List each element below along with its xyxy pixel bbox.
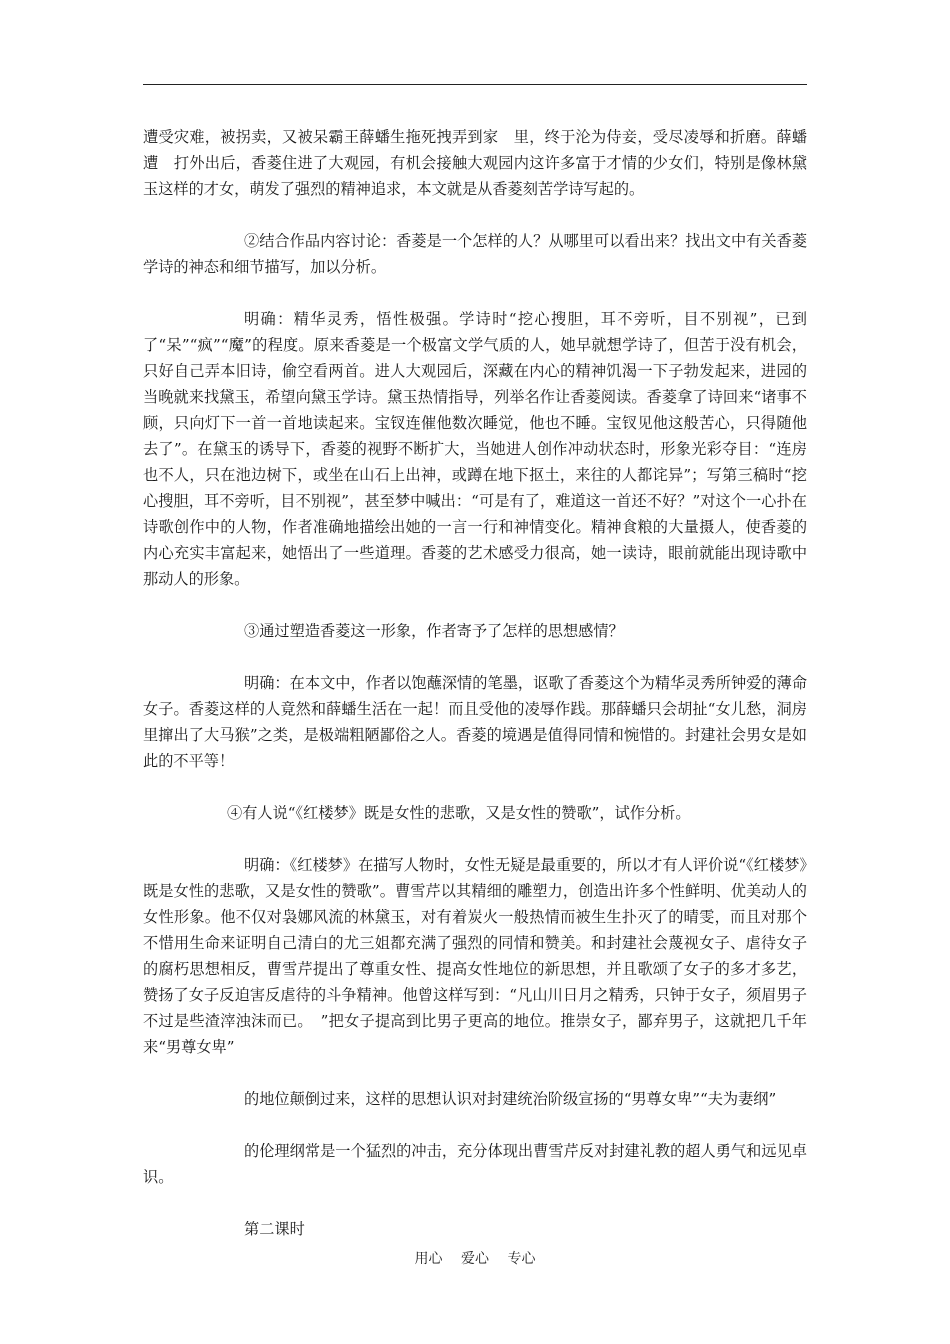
page-footer: 用心 爱心 专心 [414, 1251, 536, 1267]
section-heading: 第二课时 [244, 1220, 305, 1238]
answer-4-continued: 的地位颠倒过来，这样的思想认识对封建统治阶级宣扬的“男尊女卑”“夫为妻纲” [244, 1090, 777, 1108]
document-body [143, 124, 807, 1268]
answer-4-conclusion: 的伦理纲常是一个猛烈的冲击，充分体现出曹雪芹反对封建礼教的超人勇气和远见卓识。 [143, 1142, 807, 1186]
answer-3: 明确：在本文中，作者以饱蘸深情的笔墨，讴歌了香菱这个为精华灵秀所钟爱的薄命女子。香菱这样的人竟然和薛蟠生活在一起！而且受他的凌辱作践。那薛蟠只会胡扯“女儿愁，洞房里撺出了大马猴”之类，是极端粗陋鄙俗之人。香菱的境遇是值得同情和惋惜的。封建社会男女是如此的不平等！ [143, 674, 807, 770]
paragraph-background: 遭受灾难，被拐卖，又被呆霸王薛蟠生拖死拽弄到家 里，终于沦为侍妾，受尽凌辱和折磨。薛蟠遭 打外出后，香菱住进了大观园，有机会接触大观园内这许多富于才情的少女们，特别是像林黛玉这样的才女，萌发了强烈的精神追求，本文就是从香菱刻苦学诗写起的。 [143, 128, 807, 198]
question-2: ②结合作品内容讨论：香菱是一个怎样的人？从哪里可以看出来？找出文中有关香菱学诗的神态和细节描写，加以分析。 [143, 232, 807, 276]
question-4: ④有人说“《红楼梦》既是女性的悲歌，又是女性的赞歌”，试作分析。 [227, 804, 691, 822]
header-rule [143, 84, 807, 85]
answer-4: 明确：《红楼梦》在描写人物时，女性无疑是最重要的，所以才有人评价说“《红楼梦》既是女性的悲歌，又是女性的赞歌”。曹雪芹以其精细的雕塑力，创造出许多个性鲜明、优美动人的女性形象。他不仅对袅娜风流的林黛玉，对有着炭火一般热情而被生生扑灭了的晴雯，而且对那个不惜用生命来证明自己清白的尤三姐都充满了强烈的同情和赞美。和封建社会蔑视女子、虐待女子的腐朽思想相反，曹雪芹提出了尊重女性、提高女性地位的新思想，并且歌颂了女子的多才多艺，赞扬了女子反迫害反虐待的斗争精神。他曾这样写到：“凡山川日月之精秀，只钟于女子，须眉男子不过是些渣滓浊沫而已。 ”把女子提高到比男子更高的地位。推崇女子，鄙弃男子，这就把几千年来“男尊女卑” [143, 856, 807, 1056]
answer-2: 明确：精华灵秀，悟性极强。学诗时“挖心搜胆，耳不旁听，目不别视”，已到了“呆”“疯”“魔”的程度。原来香菱是一个极富文学气质的人，她早就想学诗了，但苦于没有机会，只好自己弄本旧诗，偷空看两首。进人大观园后，深藏在内心的精神饥渴一下子勃发起来，进园的当晚就来找黛玉，希望向黛玉学诗。黛玉热情指导，列举名作让香菱阅读。香菱拿了诗回来“诸事不顾，只向灯下一首一首地读起来。宝钗连催他数次睡觉，他也不睡。宝钗见他这般苦心，只得随他去了”。在黛玉的诱导下，香菱的视野不断扩大，当她进人创作冲动状态时，形象光彩夺目：“连房也不人，只在池边树下，或坐在山石上出神，或蹲在地下抠土，来往的人都诧异”；写第三稿时“挖心搜胆，耳不旁听，目不别视”，甚至梦中喊出：“可是有了，难道这一首还不好？”对这个一心扑在诗歌创作中的人物，作者准确地描绘出她的一言一行和神情变化。精神食粮的大量摄人，使香菱的内心充实丰富起来，她悟出了一些道理。香菱的艺术感受力很高，她一读诗，眼前就能出现诗歌中那动人的形象。 [143, 310, 807, 588]
question-3: ③通过塑造香菱这一形象，作者寄予了怎样的思想感情？ [244, 622, 624, 640]
